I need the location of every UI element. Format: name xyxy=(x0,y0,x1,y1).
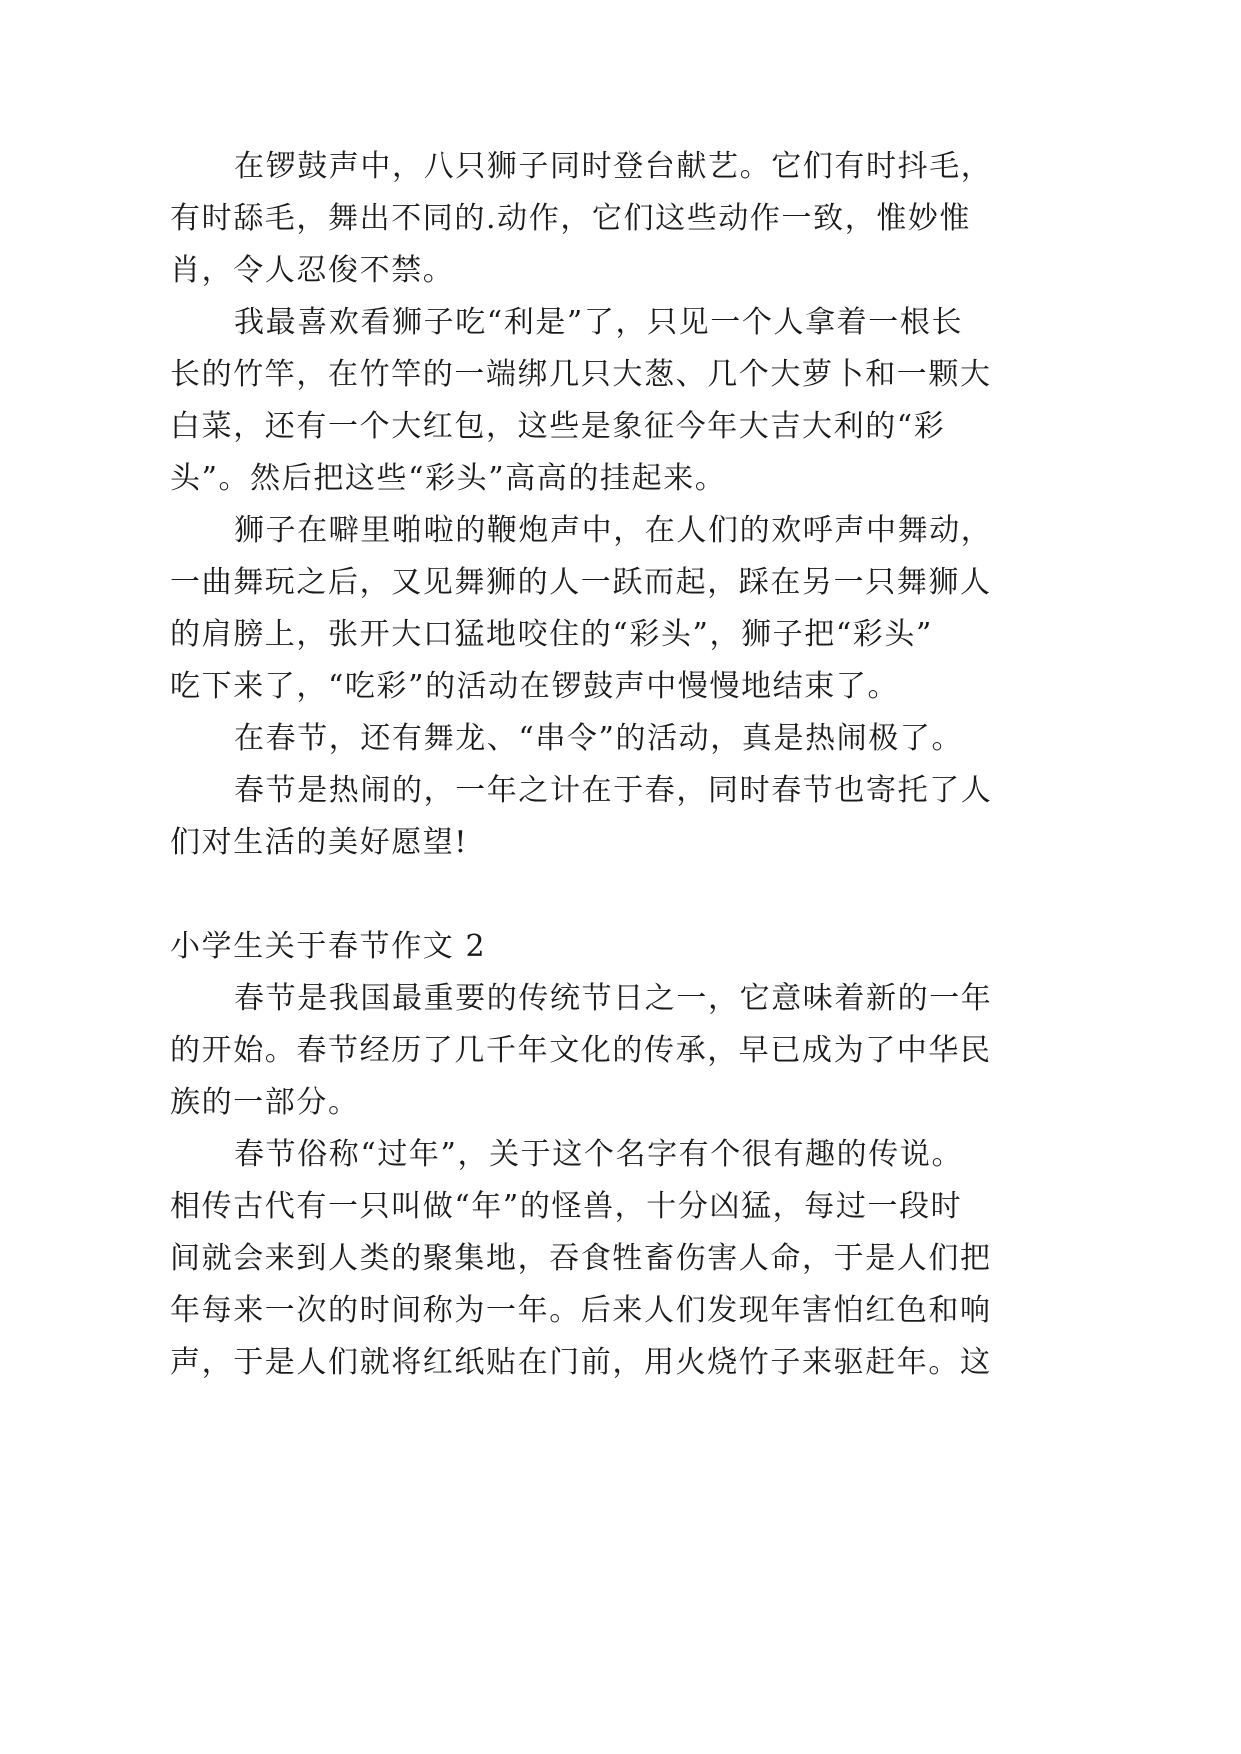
text-line: 春节是热闹的，一年之计在于春，同时春节也寄托了人 xyxy=(234,773,993,808)
section-heading: 小学生关于春节作文 2 xyxy=(170,929,487,964)
text-line: 在锣鼓声中，八只狮子同时登台献艺。它们有时抖毛， xyxy=(234,149,993,184)
text-line: 白菜，还有一个大红包，这些是象征今年大吉大利的“彩 xyxy=(170,409,946,444)
text-line: 春节是我国最重要的传统节日之一，它意味着新的一年 xyxy=(234,981,993,1016)
text-line: 一曲舞玩之后，又见舞狮的人一跃而起，踩在另一只舞狮人 xyxy=(170,565,992,600)
text-line: 在春节，还有舞龙、“串令”的活动，真是热闹极了。 xyxy=(234,721,964,756)
text-line: 有时舔毛，舞出不同的.动作，它们这些动作一致，惟妙惟 xyxy=(170,201,972,236)
text-line: 春节俗称“过年”，关于这个名字有个很有趣的传说。 xyxy=(234,1137,964,1172)
text-line: 间就会来到人类的聚集地，吞食牲畜伤害人命，于是人们把 xyxy=(170,1241,992,1276)
text-line: 我最喜欢看狮子吃“利是”了，只见一个人拿着一根长 xyxy=(234,305,964,340)
text-line: 们对生活的美好愿望! xyxy=(170,825,469,860)
text-line: 长的竹竿，在竹竿的一端绑几只大葱、几个大萝卜和一颗大 xyxy=(170,357,992,392)
text-line: 狮子在噼里啪啦的鞭炮声中，在人们的欢呼声中舞动， xyxy=(234,513,993,548)
text-line: 吃下来了，“吃彩”的活动在锣鼓声中慢慢地结束了。 xyxy=(170,669,900,704)
text-line: 声，于是人们就将红纸贴在门前，用火烧竹子来驱赶年。这 xyxy=(170,1345,992,1380)
text-line: 族的一部分。 xyxy=(170,1085,360,1120)
text-line: 年每来一次的时间称为一年。后来人们发现年害怕红色和响 xyxy=(170,1293,992,1328)
text-line: 相传古代有一只叫做“年”的怪兽，十分凶猛，每过一段时 xyxy=(170,1189,963,1224)
text-line: 的开始。春节经历了几千年文化的传承，早已成为了中华民 xyxy=(170,1033,992,1068)
text-line: 的肩膀上，张开大口猛地咬住的“彩头”，狮子把“彩头” xyxy=(170,617,933,652)
text-line: 头”。然后把这些“彩头”高高的挂起来。 xyxy=(170,461,727,496)
text-line: 肖，令人忍俊不禁。 xyxy=(170,253,455,288)
